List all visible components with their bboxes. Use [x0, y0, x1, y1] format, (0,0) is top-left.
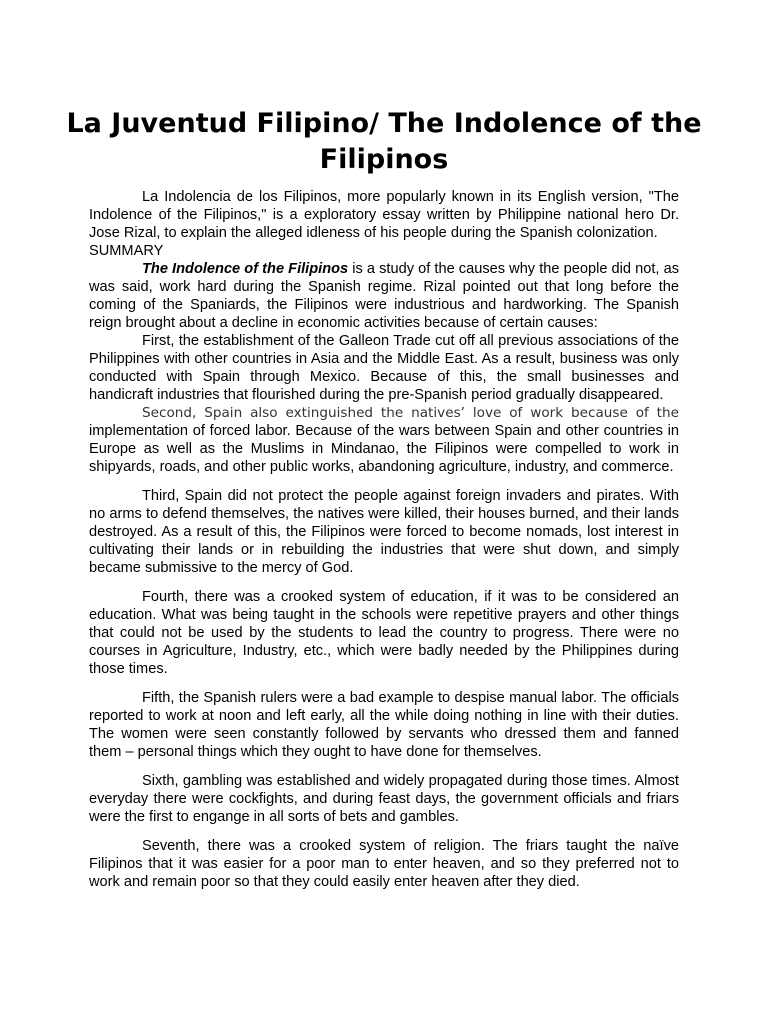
- paragraph-second: [89, 404, 679, 476]
- summary-text: is a study of the causes why the people did not, as was said, work hard during the Spanish regime. Rizal pointed out that long before the coming of the Spaniards, the Filipinos were industrious and hardworking. The Spanish reign brought about a decline in economic activities because of certain causes:: [89, 261, 679, 331]
- document-body: [89, 188, 679, 891]
- paragraph-fifth: Fifth, the Spanish rulers were a bad example to despise manual labor. The officials reported to work at noon and left early, all the while doing nothing in line with their duties. The women were seen constantly followed by servants who dressed them and fanned them – personal things which they ought to have done for themselves.: [89, 690, 679, 760]
- intro-paragraph: La Indolencia de los Filipinos, more popularly known in its English version, "The Indolence of the Filipinos," is a exploratory essay written by Philippine national hero Dr. Jose Rizal, to explain the alleged idleness of his people during the Spanish colonization.: [89, 189, 679, 241]
- summary-paragraph: [89, 260, 679, 332]
- document-title: La Juventud Filipino/ The Indolence of the Filipinos: [66, 108, 702, 175]
- paragraph-sixth: Sixth, gambling was established and widely propagated during those times. Almost everyday there were cockfights, and during feast days, the government officials and friars were the first to engange in all sorts of bets and gambles.: [89, 773, 679, 825]
- paragraph-first: First, the establishment of the Galleon Trade cut off all previous associations of the Philippines with other countries in Asia and the Middle East. As a result, business was only conducted with Spain through Mexico. Because of this, the small businesses and handicraft industries that flourished during the pre-Spanish period gradually disappeared.: [89, 333, 679, 403]
- paragraph-second-lead: Second, Spain also extinguished the natives’ love of work because of the: [142, 405, 679, 421]
- paragraph-fourth: Fourth, there was a crooked system of education, if it was to be considered an education. What was being taught in the schools were repetitive prayers and other things that could not be used by the students to lead the country to progress. There were no courses in Agriculture, Industry, etc., which were badly needed by the Philippines during those times.: [89, 589, 679, 677]
- paragraph-third: Third, Spain did not protect the people against foreign invaders and pirates. With no arms to defend themselves, the natives were killed, their houses burned, and their lands destroyed. As a result of this, the Filipinos were forced to become nomads, lost interest in cultivating their lands or in rebuilding the industries that were shut down, and simply became submissive to the mercy of God.: [89, 488, 679, 576]
- summary-essay-title: The Indolence of the Filipinos: [142, 261, 349, 277]
- paragraph-second-rest: implementation of forced labor. Because of the wars between Spain and other countries in Europe as well as the Muslims in Mindanao, the Filipinos were compelled to work in shipyards, roads, and other public works, abandoning agriculture, industry, and commerce.: [89, 423, 679, 475]
- paragraph-seventh: Seventh, there was a crooked system of religion. The friars taught the naïve Filipinos that it was easier for a poor man to enter heaven, and so they preferred not to work and remain poor so that they could easily enter heaven after they died.: [89, 838, 679, 890]
- summary-heading: SUMMARY: [89, 243, 164, 259]
